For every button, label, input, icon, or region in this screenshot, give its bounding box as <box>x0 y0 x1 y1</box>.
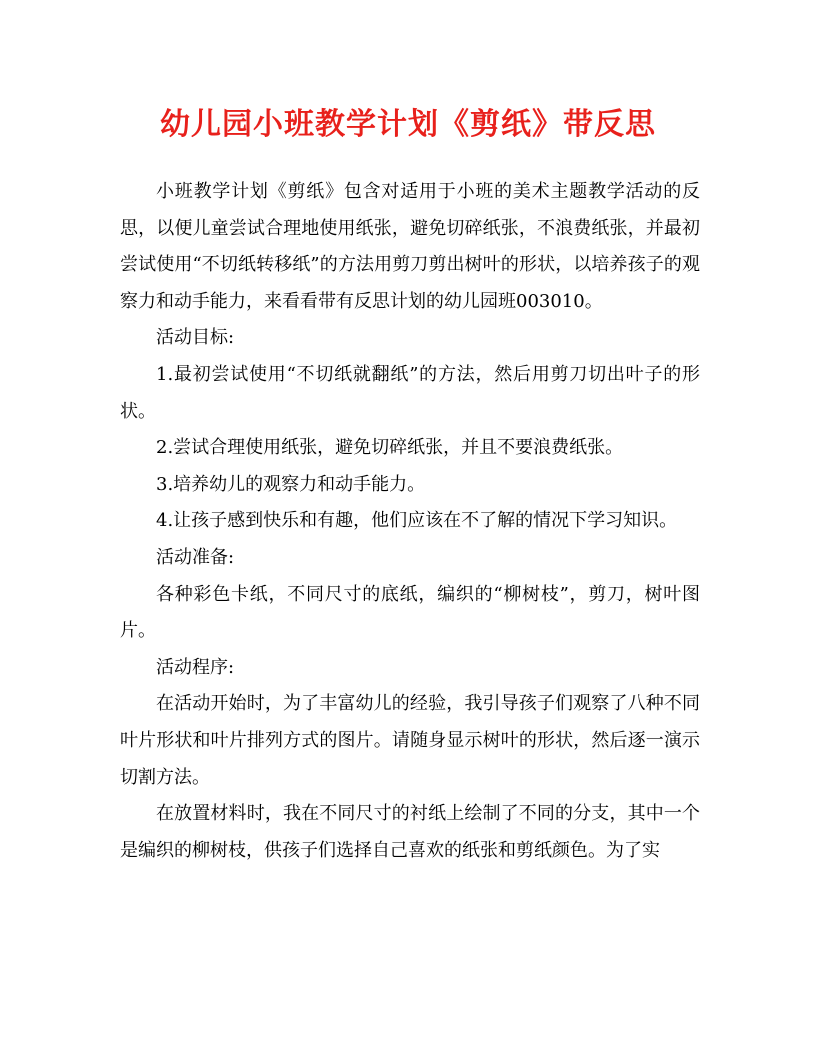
goal-item-3: 3.培养幼儿的观察力和动手能力。 <box>156 473 426 495</box>
heading-activity-goals: 活动目标: <box>156 327 235 349</box>
paragraph-procedure-1: 在活动开始时，为了丰富幼儿的经验，我引导孩子们观察了八种不同叶片形状和叶片排列方式的图片。请随身显示树叶的形状，然后逐一演示切割方法。 <box>120 693 700 788</box>
heading-activity-preparation: 活动准备: <box>156 546 235 568</box>
document-title: 幼儿园小班教学计划《剪纸》带反思 <box>160 107 656 142</box>
paragraph-materials: 各种彩色卡纸，不同尺寸的底纸，编织的“柳树枝”，剪刀，树叶图片。 <box>120 583 700 642</box>
paragraph-procedure-2: 在放置材料时，我在不同尺寸的衬纸上绘制了不同的分支，其中一个是编织的柳树枝，供孩子们选择自己喜欢的纸张和剪纸颜色。为了实 <box>120 803 700 861</box>
goal-item-4: 4.让孩子感到快乐和有趣，他们应该在不了解的情况下学习知识。 <box>156 510 678 532</box>
heading-activity-procedure: 活动程序: <box>156 656 235 678</box>
document-body <box>120 174 700 869</box>
goal-item-1: 1.最初尝试使用“不切纸就翻纸”的方法，然后用剪刀切出叶子的形状。 <box>120 363 700 422</box>
paragraph-intro: 小班教学计划《剪纸》包含对适用于小班的美术主题教学活动的反思，以便儿童尝试合理地使用纸张，避免切碎纸张，不浪费纸张，并最初尝试使用“不切纸转移纸”的方法用剪刀剪出树叶的形状，以培养孩子的观察力和动手能力，来看看带有反思计划的幼儿园班003010。 <box>120 181 700 312</box>
goal-item-2: 2.尝试合理使用纸张，避免切碎纸张，并且不要浪费纸张。 <box>156 437 624 459</box>
